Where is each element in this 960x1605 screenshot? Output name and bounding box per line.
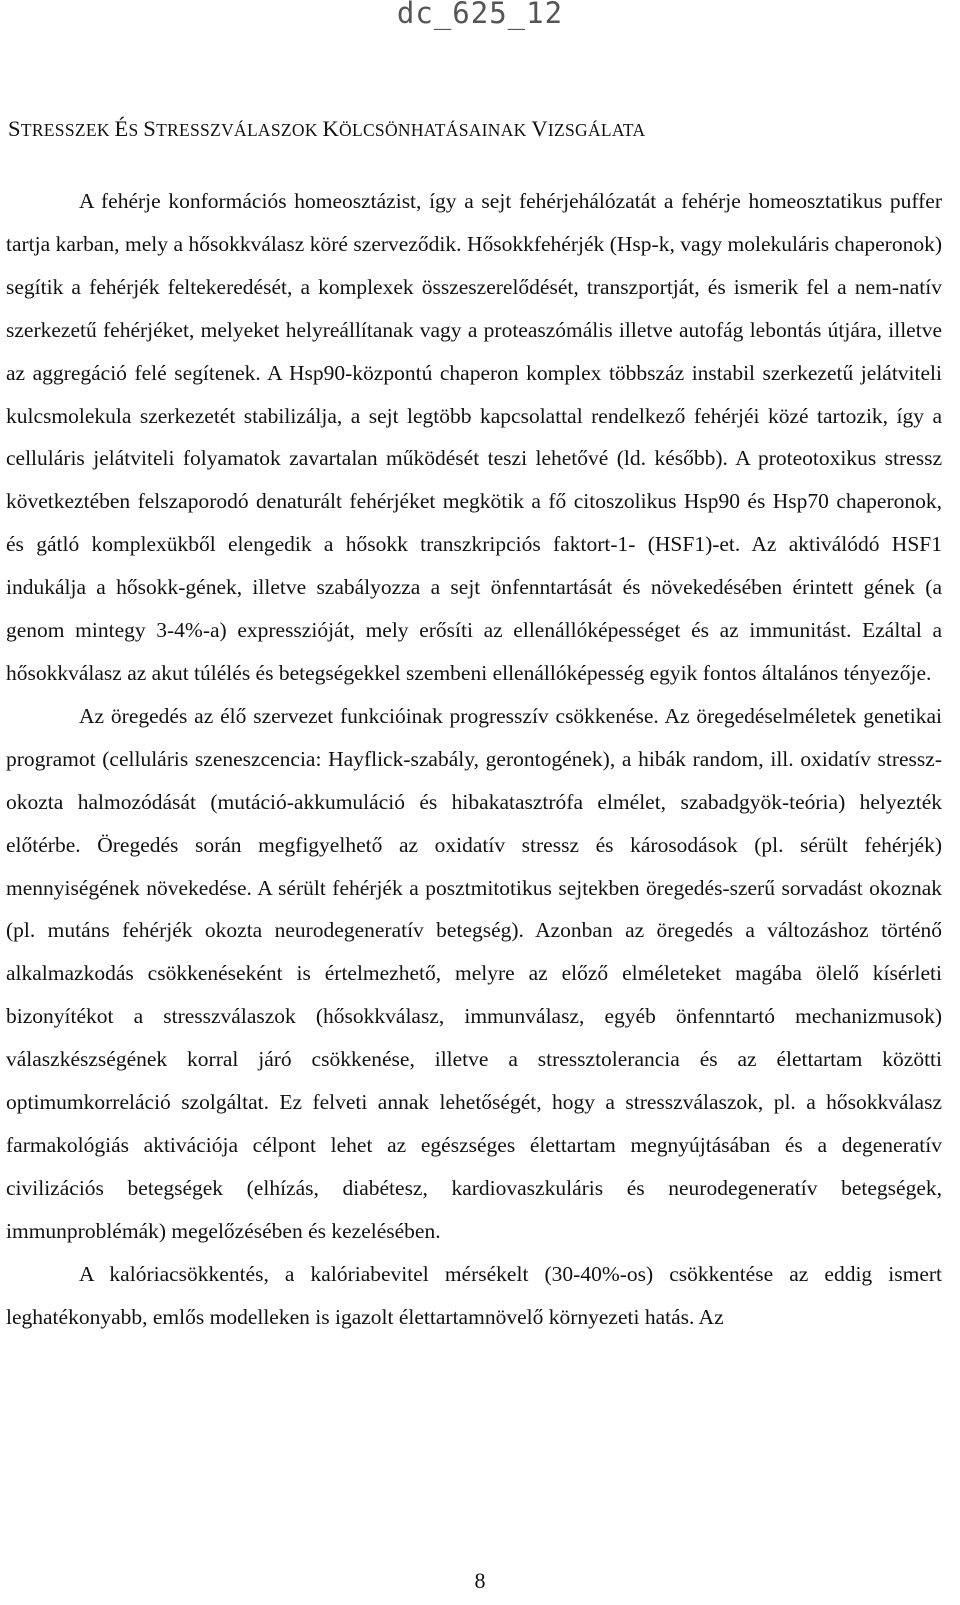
page-number: 8 <box>474 1568 486 1593</box>
body-text <box>6 180 942 1338</box>
document-header-code: dc_625_12 <box>396 0 564 30</box>
paragraph: A kalóriacsökkentés, a kalóriabevitel mérsékelt (30-40%-os) csökkentése az eddig ismert leghatékonyabb, emlős modelleken is igazolt élettartamnövelő környezeti hatás. Az <box>6 1261 942 1329</box>
section-heading: STRESSZEK ÉS STRESSZVÁLASZOK KÖLCSÖNHATÁSAINAK VIZSGÁLATA <box>8 116 646 141</box>
paragraph: A fehérje konformációs homeosztázist, így a sejt fehérjehálózatát a fehérje homeosztatikus puffer tartja karban, mely a hősokkválasz köré szerveződik. Hősokkfehérjék (Hsp-k, vagy molekuláris chaperonok) segítik a fehérjék feltekeredését, a komplexek összeszerelődését, transzportját, és ismerik fel a nem-natív szerkezetű fehérjéket, melyeket helyreállítanak vagy a proteaszómális illetve autofág lebontás útjára, illetve az aggregáció felé segítenek. A Hsp90-központú chaperon komplex többszáz instabil szerkezetű jelátviteli kulcsmolekula szerkezetét stabilizálja, a sejt legtöbb kapcsolattal rendelkező fehérjéi közé tartozik, így a celluláris jelátviteli folyamatok zavartalan működését teszi lehetővé (ld. később). A proteotoxikus stressz következtében felszaporodó denaturált fehérjéket megkötik a fő citoszolikus Hsp90 és Hsp70 chaperonok, és gátló komplexükből elengedik a hősokk transzkripciós faktort-1- (HSF1)-et. Az aktiválódó HSF1 indukálja a hősokk-gének, illetve szabályozza a sejt önfenntartását és növekedésében érintett gének (a genom mintegy 3-4%-a) expresszióját, mely erősíti az ellenállóképességet és az immunitást. Ezáltal a hősokkválasz az akut túlélés és betegségekkel szembeni ellenállóképesség egyik fontos általános tényezője. <box>6 189 942 685</box>
paragraph: Az öregedés az élő szervezet funkcióinak progresszív csökkenése. Az öregedéselméletek genetikai programot (celluláris szeneszcencia: Hayflick-szabály, gerontogének), a hibák random, ill. oxidatív stressz-okozta halmozódását (mutáció-akkumuláció és hibakatasztrófa elmélet, szabadgyök-teória) helyezték előtérbe. Öregedés során megfigyelhető az oxidatív stressz és károsodások (pl. sérült fehérjék) mennyiségének növekedése. A sérült fehérjék a posztmitotikus sejtekben öregedés-szerű sorvadást okoznak (pl. mutáns fehérjék okozta neurodegeneratív betegség). Azonban az öregedés a változáshoz történő alkalmazkodás csökkenéseként is értelmezhető, melyre az előző elméleteket magába ölelő kísérleti bizonyítékot a stresszválaszok (hősokkválasz, immunválasz, egyéb önfenntartó mechanizmusok) válaszkészségének korral járó csökkenése, illetve a stressztolerancia és az élettartam közötti optimumkorreláció szolgáltat. Ez felveti annak lehetőségét, hogy a stresszválaszok, pl. a hősokkválasz farmakológiás aktivációja célpont lehet az egészséges élettartam megnyújtásában és a degeneratív civilizációs betegségek (elhízás, diabétesz, kardiovaszkuláris és neurodegeneratív betegségek, immunproblémák) megelőzésében és kezelésében. <box>6 703 942 1243</box>
